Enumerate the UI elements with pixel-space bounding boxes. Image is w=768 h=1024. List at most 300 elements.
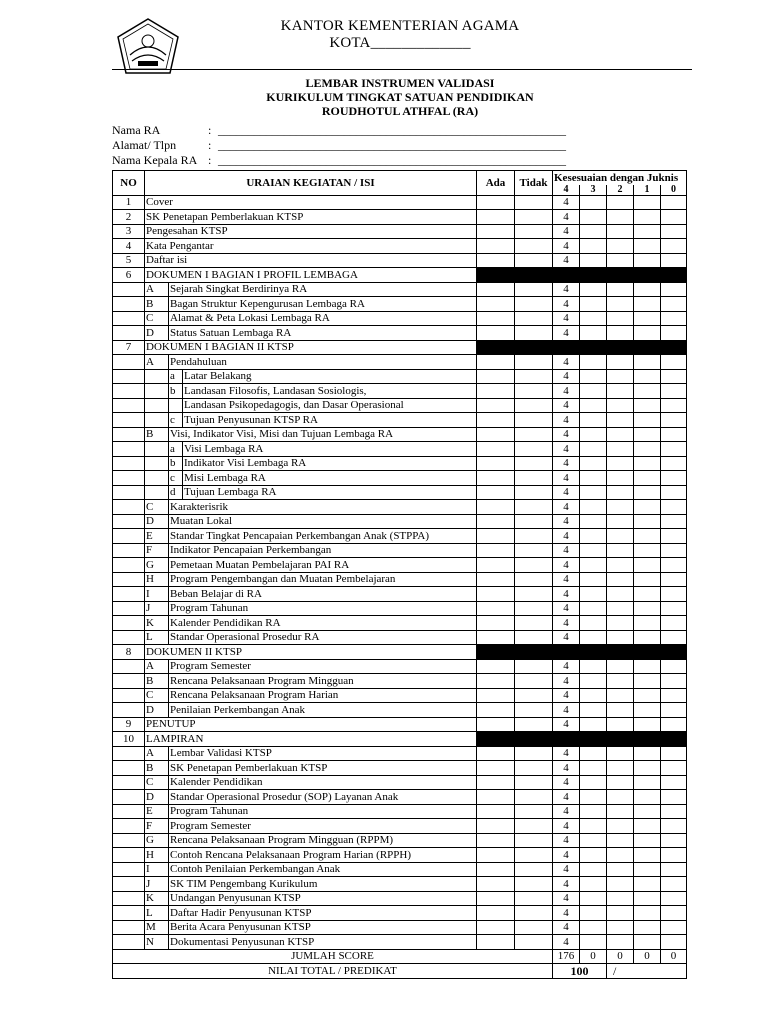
row-no: [113, 572, 145, 587]
row-tidak: [515, 427, 553, 442]
row-title: Kata Pengantar: [145, 239, 477, 254]
letterhead-divider: [112, 69, 692, 70]
jumlah-score-row: [113, 949, 687, 964]
table-row: [113, 819, 687, 834]
row-letter: I: [145, 862, 169, 877]
row-score-empty: [580, 920, 607, 935]
table-row: [113, 500, 687, 515]
row-ada: [477, 471, 515, 486]
row-score-empty: [580, 210, 607, 225]
row-score-empty: [607, 500, 634, 515]
row-no: [113, 442, 145, 457]
row-score-empty: [634, 442, 661, 457]
row-score-empty: [580, 775, 607, 790]
table-row: [113, 645, 687, 660]
row-score-empty: [607, 253, 634, 268]
row-no: [113, 746, 145, 761]
row-score-empty: [607, 674, 634, 689]
row-tidak: [515, 862, 553, 877]
row-no: 1: [113, 195, 145, 210]
table-row: [113, 514, 687, 529]
row-score-empty: [580, 543, 607, 558]
row-no: [113, 659, 145, 674]
row-score-4: 4: [553, 819, 580, 834]
row-tidak: [515, 384, 553, 399]
row-score-empty: [634, 935, 661, 950]
kemenag-logo: [116, 17, 180, 75]
row-score-empty: [661, 500, 687, 515]
row-ada: [477, 398, 515, 413]
row-score-empty: [607, 442, 634, 457]
row-score-empty: [661, 210, 687, 225]
header-score: 4: [553, 185, 580, 196]
row-score-empty: [634, 253, 661, 268]
row-no: 5: [113, 253, 145, 268]
row-score-4: 4: [553, 804, 580, 819]
row-score-empty: [661, 427, 687, 442]
row-score-4: 4: [553, 398, 580, 413]
row-score-empty: [634, 717, 661, 732]
row-ada: [477, 616, 515, 631]
jumlah-score-value: 0: [661, 949, 687, 964]
row-ada: [477, 935, 515, 950]
row-score-empty: [661, 746, 687, 761]
row-score-4: 4: [553, 311, 580, 326]
row-score-empty: [607, 688, 634, 703]
nilai-total-value: 100: [553, 964, 607, 979]
table-row: [113, 413, 687, 428]
row-score-4: 4: [553, 920, 580, 935]
row-score-empty: [607, 355, 634, 370]
row-letter: C: [145, 500, 169, 515]
row-tidak: [515, 601, 553, 616]
row-score-empty: [661, 369, 687, 384]
row-score-empty: [634, 427, 661, 442]
row-score-empty: [607, 804, 634, 819]
row-no: [113, 529, 145, 544]
row-score-empty: [661, 891, 687, 906]
row-letter: G: [145, 833, 169, 848]
row-score-empty: [661, 514, 687, 529]
row-item: Program Tahunan: [169, 601, 477, 616]
row-score-empty: [661, 862, 687, 877]
row-score-empty: [634, 369, 661, 384]
row-no: [113, 790, 145, 805]
row-score-empty: [607, 891, 634, 906]
row-tidak: [515, 833, 553, 848]
validation-table: [112, 170, 687, 979]
row-sub: a: [169, 442, 183, 457]
row-no: [113, 456, 145, 471]
row-score-empty: [580, 572, 607, 587]
table-row: [113, 268, 687, 283]
row-letter: J: [145, 601, 169, 616]
row-item: Standar Operasional Prosedur RA: [169, 630, 477, 645]
row-tidak: [515, 572, 553, 587]
row-score-empty: [607, 761, 634, 776]
row-score-empty: [634, 572, 661, 587]
row-letter: [145, 398, 169, 413]
row-item: Undangan Penyusunan KTSP: [169, 891, 477, 906]
row-item: Standar Operasional Prosedur (SOP) Layanan Anak: [169, 790, 477, 805]
row-tidak: [515, 587, 553, 602]
row-no: [113, 413, 145, 428]
row-item: Rencana Pelaksanaan Program Mingguan: [169, 674, 477, 689]
row-score-empty: [661, 659, 687, 674]
row-score-4: 4: [553, 297, 580, 312]
row-item: Latar Belakang: [183, 369, 477, 384]
row-score-empty: [607, 630, 634, 645]
row-score-4: 4: [553, 485, 580, 500]
row-item: Visi Lembaga RA: [183, 442, 477, 457]
table-row: [113, 195, 687, 210]
row-no: [113, 297, 145, 312]
row-no: [113, 601, 145, 616]
row-score-empty: [634, 485, 661, 500]
row-item: Program Semester: [169, 659, 477, 674]
row-score-empty: [607, 572, 634, 587]
row-item: Daftar Hadir Penyusunan KTSP: [169, 906, 477, 921]
row-score-empty: [580, 833, 607, 848]
table-row: [113, 224, 687, 239]
table-row: [113, 616, 687, 631]
row-no: [113, 920, 145, 935]
row-tidak: [515, 935, 553, 950]
row-score-empty: [634, 456, 661, 471]
row-tidak: [515, 529, 553, 544]
row-tidak: [515, 703, 553, 718]
row-score-empty: [661, 935, 687, 950]
row-no: [113, 311, 145, 326]
section-blackout: [477, 268, 687, 283]
row-sub: d: [169, 485, 183, 500]
row-score-empty: [661, 471, 687, 486]
table-row: [113, 601, 687, 616]
table-row: [113, 456, 687, 471]
row-score-empty: [661, 717, 687, 732]
row-score-empty: [580, 717, 607, 732]
row-ada: [477, 282, 515, 297]
table-row: [113, 369, 687, 384]
row-score-empty: [580, 529, 607, 544]
row-score-empty: [580, 761, 607, 776]
row-tidak: [515, 804, 553, 819]
table-row: [113, 732, 687, 747]
row-score-empty: [634, 471, 661, 486]
row-score-empty: [634, 500, 661, 515]
row-ada: [477, 804, 515, 819]
row-score-empty: [661, 674, 687, 689]
row-item: Dokumentasi Penyusunan KTSP: [169, 935, 477, 950]
row-score-4: 4: [553, 442, 580, 457]
table-row: [113, 384, 687, 399]
row-score-empty: [661, 848, 687, 863]
row-letter: A: [145, 659, 169, 674]
row-ada: [477, 587, 515, 602]
row-score-empty: [580, 630, 607, 645]
row-no: [113, 326, 145, 341]
row-no: [113, 558, 145, 573]
row-score-empty: [580, 587, 607, 602]
row-letter: B: [145, 297, 169, 312]
row-item: Bagan Struktur Kepengurusan Lembaga RA: [169, 297, 477, 312]
row-item: Landasan Filosofis, Landasan Sosiologis,: [183, 384, 477, 399]
row-score-empty: [580, 398, 607, 413]
row-ada: [477, 775, 515, 790]
row-score-4: 4: [553, 326, 580, 341]
row-score-empty: [607, 819, 634, 834]
row-score-empty: [580, 369, 607, 384]
table-row: [113, 920, 687, 935]
row-item: Penilaian Perkembangan Anak: [169, 703, 477, 718]
section-blackout: [477, 340, 687, 355]
row-item: Pendahuluan: [169, 355, 477, 370]
row-no: [113, 500, 145, 515]
row-ada: [477, 746, 515, 761]
row-score-empty: [607, 311, 634, 326]
row-score-4: 4: [553, 210, 580, 225]
row-score-empty: [607, 935, 634, 950]
row-item: Landasan Psikopedagogis, dan Dasar Operasional: [183, 398, 477, 413]
row-ada: [477, 543, 515, 558]
row-no: 3: [113, 224, 145, 239]
row-score-empty: [634, 920, 661, 935]
row-letter: [145, 456, 169, 471]
identity-blank: __________________________________________________________: [218, 123, 566, 137]
row-title: DOKUMEN I BAGIAN I PROFIL LEMBAGA: [145, 268, 477, 283]
row-score-4: 4: [553, 891, 580, 906]
identity-colon: :: [208, 138, 212, 152]
table-row: [113, 717, 687, 732]
row-score-empty: [580, 877, 607, 892]
table-row: [113, 471, 687, 486]
row-no: [113, 906, 145, 921]
row-score-empty: [634, 761, 661, 776]
row-score-4: 4: [553, 659, 580, 674]
row-score-empty: [580, 906, 607, 921]
row-score-empty: [634, 790, 661, 805]
row-tidak: [515, 674, 553, 689]
row-score-empty: [580, 384, 607, 399]
row-no: [113, 891, 145, 906]
row-ada: [477, 500, 515, 515]
row-tidak: [515, 456, 553, 471]
row-sub: c: [169, 471, 183, 486]
table-row: [113, 297, 687, 312]
row-score-empty: [607, 456, 634, 471]
row-ada: [477, 601, 515, 616]
jumlah-score-value: 0: [607, 949, 634, 964]
row-score-empty: [580, 659, 607, 674]
row-score-4: 4: [553, 543, 580, 558]
table-row: [113, 587, 687, 602]
row-tidak: [515, 514, 553, 529]
row-ada: [477, 761, 515, 776]
row-tidak: [515, 630, 553, 645]
row-letter: D: [145, 514, 169, 529]
identity-blank: __________________________________________________________: [218, 138, 566, 152]
row-score-empty: [607, 659, 634, 674]
row-item: Kalender Pendidikan RA: [169, 616, 477, 631]
row-tidak: [515, 877, 553, 892]
row-score-4: 4: [553, 877, 580, 892]
row-score-empty: [634, 804, 661, 819]
row-score-empty: [661, 920, 687, 935]
row-score-empty: [661, 630, 687, 645]
row-ada: [477, 906, 515, 921]
row-score-empty: [580, 442, 607, 457]
header-score: 2: [607, 185, 634, 196]
table-row: [113, 630, 687, 645]
row-title: Daftar isi: [145, 253, 477, 268]
row-letter: D: [145, 790, 169, 805]
row-ada: [477, 297, 515, 312]
row-letter: D: [145, 326, 169, 341]
row-no: [113, 355, 145, 370]
row-letter: B: [145, 427, 169, 442]
row-letter: [145, 442, 169, 457]
table-row: [113, 543, 687, 558]
row-tidak: [515, 775, 553, 790]
row-score-4: 4: [553, 413, 580, 428]
row-title: Pengesahan KTSP: [145, 224, 477, 239]
row-ada: [477, 891, 515, 906]
row-ada: [477, 311, 515, 326]
row-score-4: 4: [553, 500, 580, 515]
row-letter: [145, 413, 169, 428]
table-row: [113, 282, 687, 297]
identity-blank: __________________________________________________________: [218, 153, 566, 167]
row-score-empty: [661, 761, 687, 776]
row-score-empty: [580, 616, 607, 631]
title-line-2: KURIKULUM TINGKAT SATUAN PENDIDIKAN: [266, 90, 534, 104]
row-score-empty: [634, 746, 661, 761]
table-row: [113, 326, 687, 341]
row-score-empty: [661, 587, 687, 602]
row-score-empty: [607, 877, 634, 892]
row-ada: [477, 427, 515, 442]
row-tidak: [515, 717, 553, 732]
row-tidak: [515, 297, 553, 312]
row-score-empty: [661, 413, 687, 428]
row-score-4: 4: [553, 906, 580, 921]
row-letter: C: [145, 775, 169, 790]
row-no: [113, 543, 145, 558]
row-no: [113, 775, 145, 790]
row-tidak: [515, 746, 553, 761]
row-no: [113, 848, 145, 863]
row-item: Rencana Pelaksanaan Program Harian: [169, 688, 477, 703]
row-score-empty: [580, 746, 607, 761]
row-letter: K: [145, 616, 169, 631]
row-score-empty: [634, 688, 661, 703]
row-letter: G: [145, 558, 169, 573]
table-row: [113, 485, 687, 500]
header-score: 3: [580, 185, 607, 196]
row-score-empty: [634, 877, 661, 892]
row-sub: [169, 398, 183, 413]
letterhead: [200, 18, 600, 52]
row-item: Beban Belajar di RA: [169, 587, 477, 602]
row-no: 7: [113, 340, 145, 355]
row-ada: [477, 456, 515, 471]
row-tidak: [515, 355, 553, 370]
table-row: [113, 398, 687, 413]
row-score-empty: [661, 239, 687, 254]
row-letter: L: [145, 906, 169, 921]
row-score-empty: [580, 326, 607, 341]
row-tidak: [515, 819, 553, 834]
row-score-empty: [580, 790, 607, 805]
table-row: [113, 688, 687, 703]
table-row: [113, 833, 687, 848]
header-tidak: Tidak: [515, 171, 553, 196]
table-row: [113, 340, 687, 355]
letterhead-city: KOTA_____________: [329, 35, 471, 51]
row-ada: [477, 253, 515, 268]
row-score-4: 4: [553, 848, 580, 863]
header-score: 1: [634, 185, 661, 196]
jumlah-score-value: 0: [634, 949, 661, 964]
row-score-empty: [580, 819, 607, 834]
row-score-empty: [580, 282, 607, 297]
row-item: Program Tahunan: [169, 804, 477, 819]
row-score-4: 4: [553, 224, 580, 239]
document-title: [150, 76, 650, 118]
jumlah-score-value: 176: [553, 949, 580, 964]
row-letter: F: [145, 543, 169, 558]
nilai-total-label: NILAI TOTAL / PREDIKAT: [113, 964, 553, 979]
row-no: [113, 616, 145, 631]
row-tidak: [515, 239, 553, 254]
row-score-4: 4: [553, 703, 580, 718]
row-ada: [477, 369, 515, 384]
row-item: Tujuan Lembaga RA: [183, 485, 477, 500]
row-score-empty: [661, 253, 687, 268]
row-score-empty: [634, 819, 661, 834]
section-blackout: [477, 732, 687, 747]
row-score-empty: [607, 703, 634, 718]
row-title: Cover: [145, 195, 477, 210]
row-score-empty: [607, 471, 634, 486]
row-score-empty: [607, 862, 634, 877]
row-score-empty: [634, 239, 661, 254]
row-score-empty: [580, 601, 607, 616]
table-row: [113, 877, 687, 892]
row-score-empty: [661, 224, 687, 239]
row-score-empty: [607, 413, 634, 428]
row-score-empty: [634, 601, 661, 616]
row-score-empty: [634, 775, 661, 790]
row-tidak: [515, 398, 553, 413]
row-score-empty: [661, 688, 687, 703]
row-score-empty: [661, 819, 687, 834]
row-no: [113, 935, 145, 950]
row-score-empty: [634, 659, 661, 674]
row-item: SK TIM Pengembang Kurikulum: [169, 877, 477, 892]
row-tidak: [515, 616, 553, 631]
row-score-4: 4: [553, 239, 580, 254]
row-ada: [477, 210, 515, 225]
row-score-empty: [634, 514, 661, 529]
row-tidak: [515, 195, 553, 210]
row-tidak: [515, 848, 553, 863]
table-row: [113, 674, 687, 689]
row-ada: [477, 674, 515, 689]
row-score-empty: [661, 456, 687, 471]
row-score-4: 4: [553, 456, 580, 471]
row-score-empty: [607, 833, 634, 848]
